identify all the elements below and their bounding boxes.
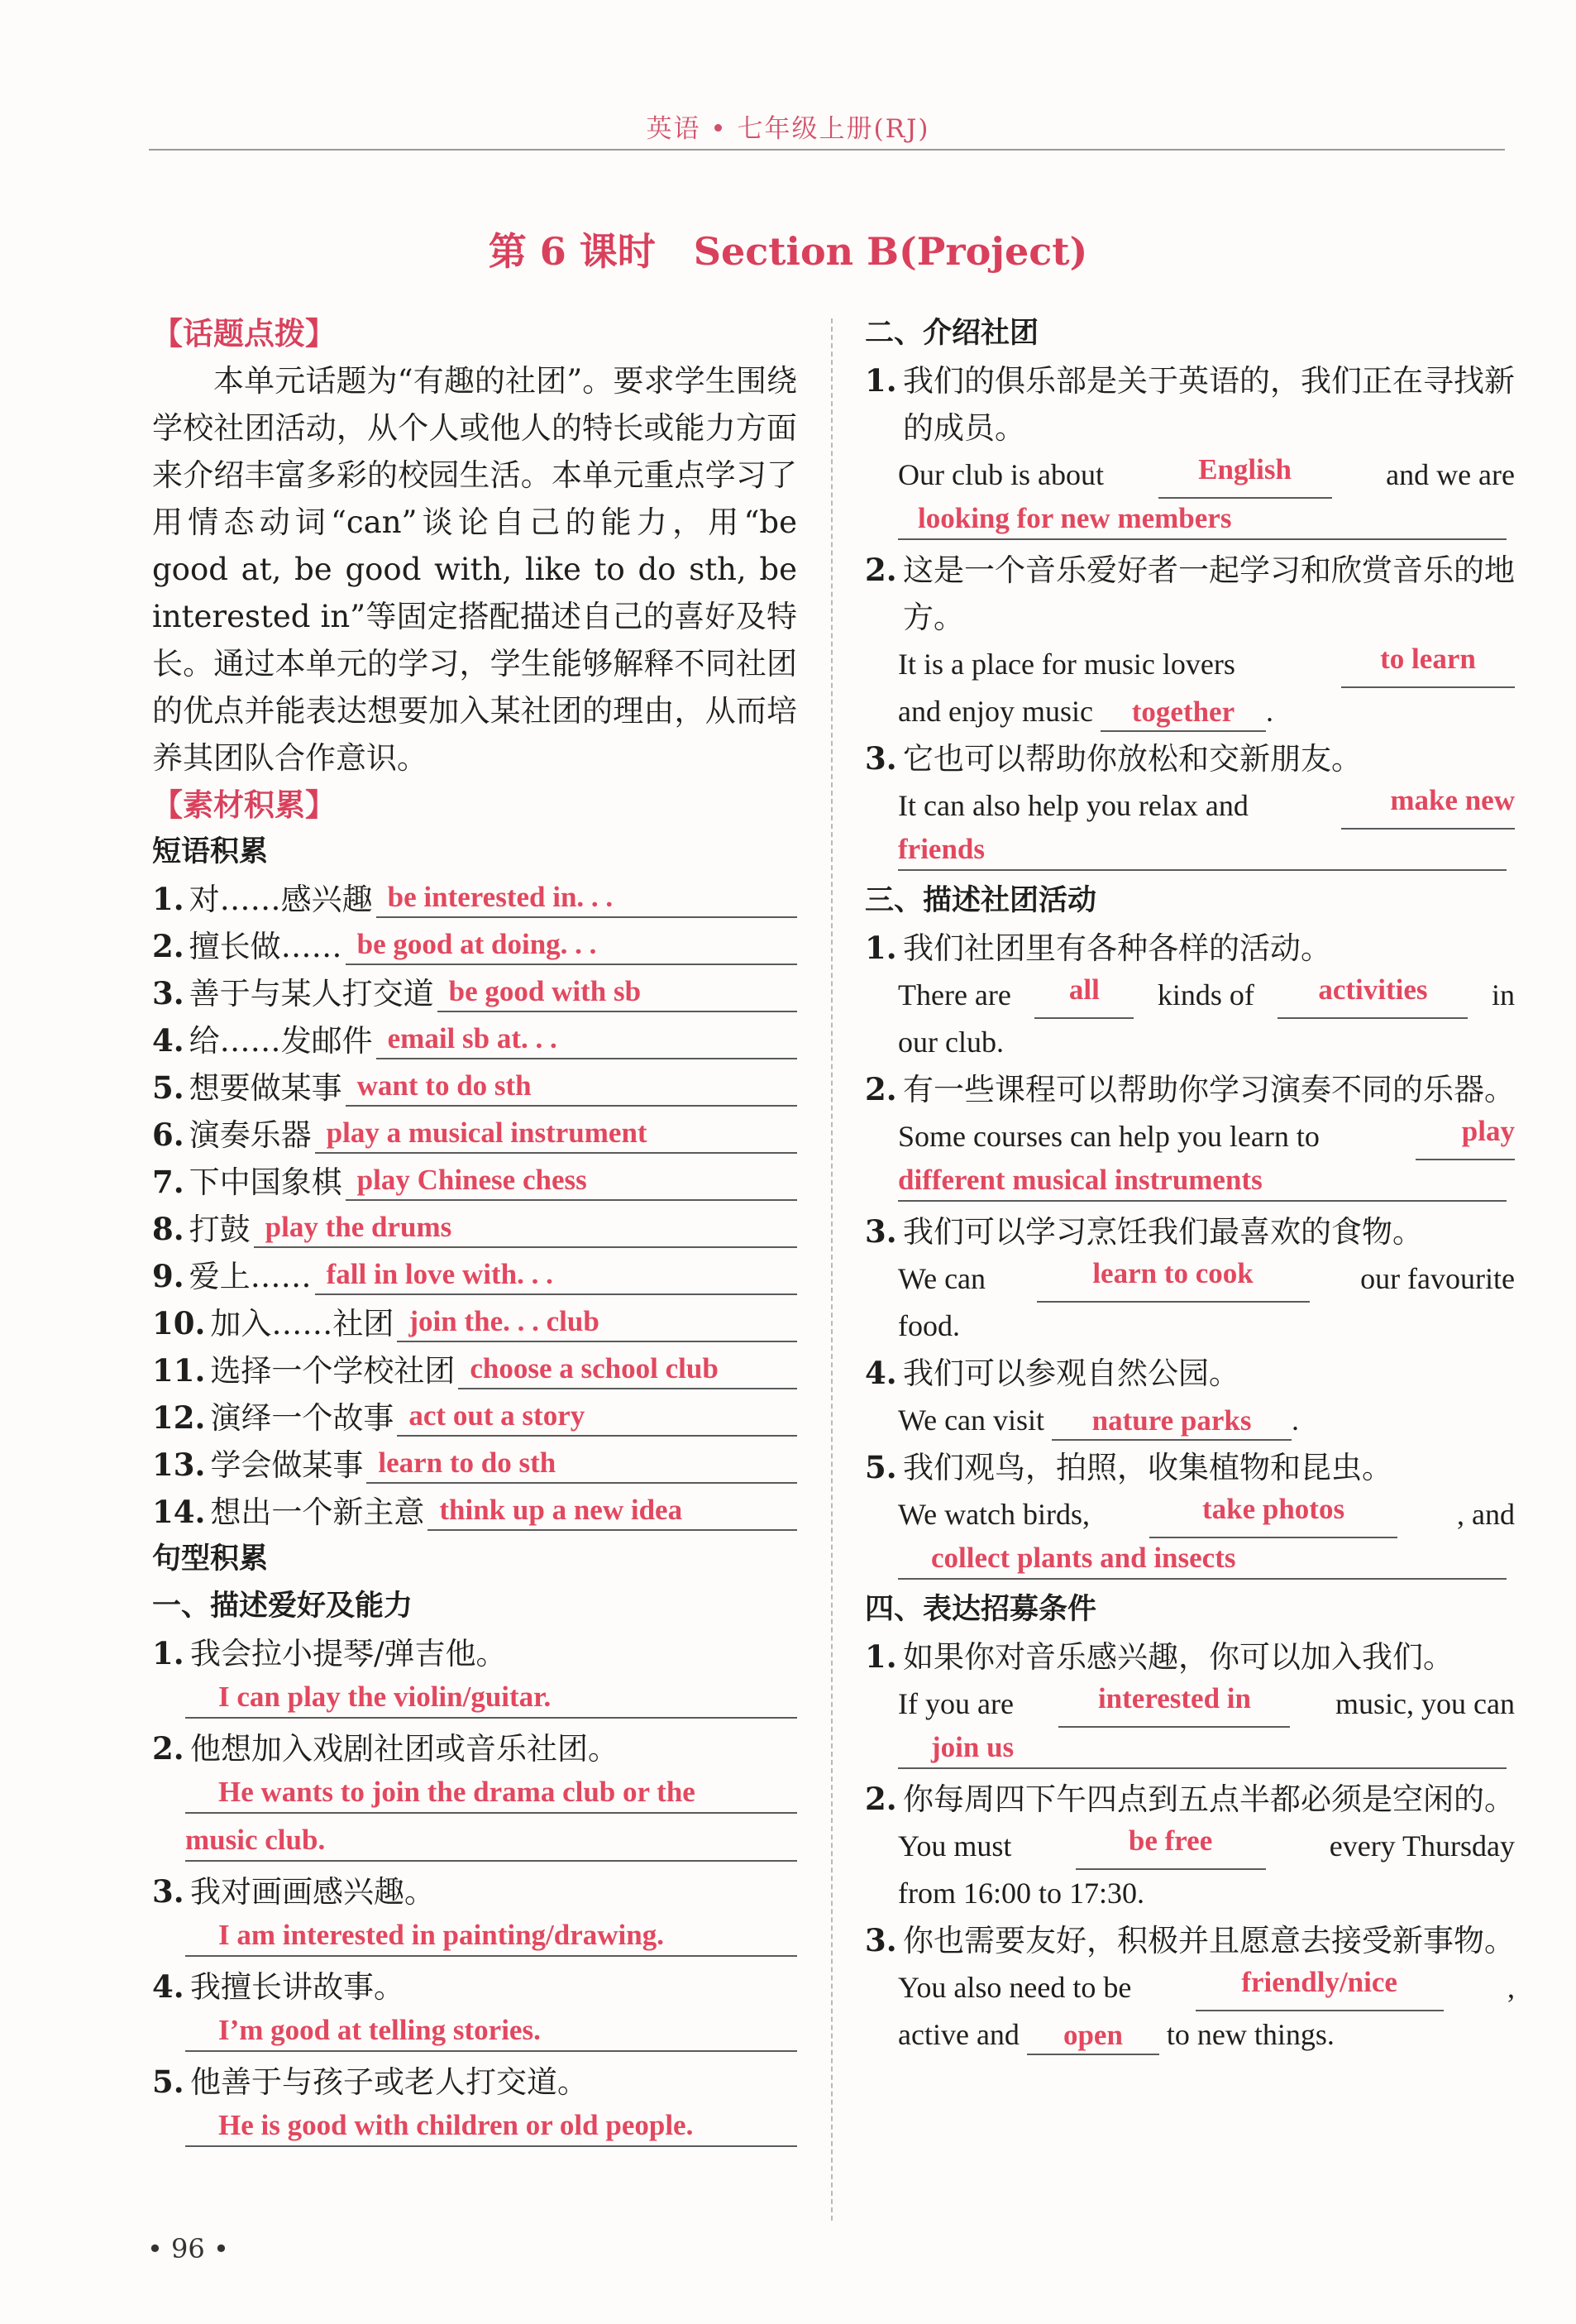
material-tag: 【素材积累】 [152,787,336,823]
phrase-answer: choose a school club [458,1350,797,1389]
s3-3-text-c: our favourite [1360,1262,1515,1295]
sentence-number: 4. [152,1968,184,2005]
s3-1-blank-2: activities [1278,972,1468,1019]
phrase-number: 2. [152,928,184,964]
phrase-number: 10. [152,1305,206,1341]
sentence-answer: music club. [185,1820,797,1862]
s4-3-blank-2: open [1027,2017,1159,2055]
phrase-item [152,1017,797,1064]
phrase-number: 5. [152,1069,184,1106]
s3-2-english-line1 [865,1113,1515,1160]
phrase-number: 3. [152,975,184,1011]
phrase-number: 11. [152,1352,206,1389]
phrase-item [152,1347,797,1394]
phrase-item [152,876,797,923]
s3-3-english-line2: food. [898,1309,960,1342]
s2-1-blank-1: English [1158,452,1332,499]
right-column [865,310,1515,2059]
phrase-item [152,1489,797,1536]
phrases-title: 短语积累 [152,835,269,868]
s3-1-english-line2: our club. [898,1026,1004,1059]
phrase-answer: join the. . . club [397,1303,797,1342]
section2-title: 二、介绍社团 [865,317,1039,350]
phrase-answer: be good at doing. . . [346,925,797,965]
phrase-answer: email sb at. . . [376,1020,797,1059]
s4-2-text-a: You must [898,1829,1012,1863]
phrase-number: 4. [152,1022,184,1059]
phrase-answer: learn to do sth [366,1444,797,1484]
s4-item-3: 3. 你也需要友好，积极并且愿意去接受新事物。 [865,1917,1515,1964]
phrase-number: 14. [152,1494,206,1530]
section4-title: 四、表达招募条件 [865,1593,1097,1626]
phrase-item [152,1442,797,1489]
sentence-answer: I am interested in painting/drawing. [185,1915,797,1957]
s2-item-3: 3. 它也可以帮助你放松和交新朋友。 [865,735,1515,782]
phrase-number: 12. [152,1399,206,1436]
topic-tag: 【话题点拨】 [152,315,336,351]
sentence-item [152,1630,797,1677]
s2-item-2: 2. 这是一个音乐爱好者一起学习和欣赏音乐的地方。 [865,547,1515,641]
sentence-chinese: 他想加入戏剧社团或音乐社团。 [190,1731,618,1767]
phrase-item [152,970,797,1017]
s3-1-blank-1: all [1034,972,1134,1019]
phrase-chinese: 加入……社团 [210,1306,394,1341]
phrase-number: 7. [152,1164,184,1200]
phrase-chinese: 下中国象棋 [189,1164,342,1200]
s4-3-text-c: , [1507,1971,1515,2004]
phrase-answer: play Chinese chess [346,1161,797,1201]
sentence-item [152,1725,797,1772]
s4-2-blank-1: be free [1076,1823,1266,1870]
s2-3-english-line1 [865,782,1515,830]
sentence-number: 2. [152,1730,184,1767]
s4-2-text-c: every Thursday [1329,1829,1515,1863]
s3-2-text-a: Some courses can help you learn to [898,1120,1320,1153]
phrase-item [152,1159,797,1206]
s4-3-blank-1: friendly/nice [1196,1964,1444,2011]
s3-2-blank-1: play [1416,1113,1515,1160]
sentence-answer: He is good with children or old people. [185,2106,797,2147]
phrase-answer: play the drums [254,1208,797,1248]
phrase-chinese: 想要做某事 [189,1070,342,1106]
s2-2-blank-2: together [1101,694,1266,732]
phrase-chinese: 演奏乐器 [189,1117,312,1153]
phrase-item [152,923,797,970]
s2-1-english [865,452,1515,499]
s4-1-blank-2: join us [898,1728,1507,1769]
s3-1-chinese: 我们社团里有各种各样的活动。 [903,930,1331,966]
s3-4-english: We can visit nature parks . [865,1397,1515,1444]
s4-3-english-line2 [865,2011,1515,2059]
s3-5-text-c: , and [1457,1498,1515,1531]
sentence-answer: He wants to join the drama club or the [185,1772,797,1814]
phrase-item [152,1064,797,1112]
sentence-number: 1. [152,1635,184,1671]
phrase-number: 8. [152,1211,184,1247]
phrase-item [152,1300,797,1347]
s3-1-english-line1 [865,972,1515,1019]
s3-4-text-a: We can visit [898,1403,1045,1437]
s3-5-chinese: 我们观鸟，拍照，收集植物和昆虫。 [903,1450,1392,1485]
s3-3-text-a: We can [898,1262,986,1295]
sentence-chinese: 我对画画感兴趣。 [190,1874,435,1910]
s2-3-blank-2: friends [898,830,1507,871]
phrase-item [152,1112,797,1159]
phrase-chinese: 选择一个学校社团 [210,1353,456,1389]
s2-2-chinese: 这是一个音乐爱好者一起学习和欣赏音乐的地方。 [903,552,1515,635]
phrase-answer: want to do sth [346,1067,797,1107]
section1-list [152,1630,797,2147]
s2-1-text-a: Our club is about [898,458,1104,491]
s4-2-chinese: 你每周四下午四点到五点半都必须是空闲的。 [903,1781,1515,1817]
s4-2-english-line1 [865,1823,1515,1870]
s3-5-english-line1 [865,1491,1515,1538]
phrase-chinese: 给……发邮件 [189,1023,373,1059]
section1-title: 一、描述爱好及能力 [152,1590,413,1623]
s3-2-chinese: 有一些课程可以帮助你学习演奏不同的乐器。 [903,1072,1515,1107]
s3-item-4: 4. 我们可以参观自然公园。 [865,1350,1515,1397]
s4-1-blank-1: interested in [1058,1681,1290,1728]
s2-2-text-a: It is a place for music lovers [898,648,1235,681]
s3-4-chinese: 我们可以参观自然公园。 [903,1356,1239,1391]
sentence-item [152,2059,797,2106]
s4-3-text-d: active and [898,2018,1020,2051]
s2-2-blank-1: to learn [1341,641,1515,688]
left-column [152,310,797,2154]
phrase-chinese: 爱上…… [189,1259,312,1294]
phrase-answer: be good with sb [437,973,797,1012]
s2-1-chinese: 我们的俱乐部是关于英语的，我们正在寻找新的成员。 [903,363,1515,446]
sentence-item [152,1868,797,1915]
s3-3-blank-1: learn to cook [1037,1255,1310,1303]
phrase-chinese: 擅长做…… [189,929,342,964]
s2-3-text-a: It can also help you relax and [898,789,1249,822]
s4-2-english-line2: from 16:00 to 17:30. [898,1877,1144,1910]
s2-item-1: 1. 我们的俱乐部是关于英语的，我们正在寻找新的成员。 [865,357,1515,452]
s3-2-blank-2: different musical instruments [898,1160,1507,1202]
phrase-chinese: 学会做某事 [210,1447,364,1483]
s4-3-chinese: 你也需要友好，积极并且愿意去接受新事物。 [903,1923,1515,1958]
phrase-answer: think up a new idea [427,1491,797,1531]
s3-5-text-a: We watch birds, [898,1498,1091,1531]
s2-3-chinese: 它也可以帮助你放松和交新朋友。 [903,741,1362,777]
phrase-answer: act out a story [397,1397,797,1437]
s3-item-2: 2. 有一些课程可以帮助你学习演奏不同的乐器。 [865,1066,1515,1113]
s4-item-1: 1. 如果你对音乐感兴趣，你可以加入我们。 [865,1633,1515,1681]
phrase-number: 6. [152,1117,184,1153]
topic-paragraph: 本单元话题为“有趣的社团”。要求学生围绕学校社团活动，从个人或他人的特长或能力方面来介绍丰富多彩的校园生活。本单元重点学习了用情态动词“can”谈论自己的能力，用“be good at, be good with, like to do sth, be interested in”等固定搭配描述自己的喜好及特长。通过本单元的学习，学生能够解释不同社团的优点并能表达想要加入某社团的理由，从而培养其团队合作意识。 [152,363,797,776]
s3-1-text-a: There are [898,978,1011,1011]
sentence-chinese: 我会拉小提琴/弹吉他。 [190,1636,507,1671]
phrase-chinese: 善于与某人打交道 [189,976,434,1011]
s3-item-5: 5. 我们观鸟，拍照，收集植物和昆虫。 [865,1444,1515,1491]
s4-1-english-line1 [865,1681,1515,1728]
s2-2-english-line2: and enjoy music together . [865,688,1515,735]
sentences-title: 句型积累 [152,1542,269,1576]
sentence-chinese: 我擅长讲故事。 [190,1969,404,2005]
s3-4-blank-1: nature parks [1052,1403,1292,1441]
phrase-list [152,876,797,1536]
phrase-number: 13. [152,1447,206,1483]
page-number: • 96 • [147,2233,229,2264]
s3-5-blank-2: collect plants and insects [898,1538,1507,1580]
s4-1-chinese: 如果你对音乐感兴趣，你可以加入我们。 [903,1639,1454,1675]
phrase-number: 9. [152,1258,184,1294]
phrase-answer: be interested in. . . [376,878,797,918]
phrase-item [152,1253,797,1300]
s4-1-text-c: music, you can [1335,1687,1515,1720]
phrase-answer: play a musical instrument [315,1114,797,1154]
sentence-answer: I can play the violin/guitar. [185,1677,797,1719]
s2-1-text-c: and we are [1386,458,1515,491]
header-rule [149,149,1505,151]
s4-3-text-a: You also need to be [898,1971,1132,2004]
phrase-item [152,1394,797,1442]
s4-3-english-line1 [865,1964,1515,2011]
s3-1-text-c: kinds of [1157,978,1254,1011]
running-header: 英语 • 七年级上册(RJ) [646,114,930,144]
sentence-chinese: 他善于与孩子或老人打交道。 [190,2064,588,2100]
phrase-chinese: 对……感兴趣 [189,882,373,917]
phrase-chinese: 想出一个新主意 [210,1494,425,1530]
s2-1-blank-2: looking for new members [898,499,1507,540]
column-divider [831,318,833,2221]
phrase-item [152,1206,797,1253]
s2-3-blank-1: make new [1341,782,1515,830]
s3-item-3: 3. 我们可以学习烹饪我们最喜欢的食物。 [865,1208,1515,1255]
s2-2-english-line1 [865,641,1515,688]
phrase-chinese: 演绎一个故事 [210,1400,394,1436]
sentence-item [152,1963,797,2011]
s3-5-blank-1: take photos [1149,1491,1397,1538]
sentence-number: 5. [152,2063,184,2100]
section3-title: 三、描述社团活动 [865,884,1097,917]
phrase-answer: fall in love with. . . [315,1255,797,1295]
s4-1-text-a: If you are [898,1687,1014,1720]
s4-item-2: 2. 你每周四下午四点到五点半都必须是空闲的。 [865,1776,1515,1823]
phrase-chinese: 打鼓 [189,1212,251,1247]
s3-3-english-line1 [865,1255,1515,1303]
lesson-title: 第 6 课时 Section B(Project) [488,229,1088,274]
s3-item-1: 1. 我们社团里有各种各样的活动。 [865,925,1515,972]
sentence-number: 3. [152,1873,184,1910]
s3-1-text-d: in [1491,978,1515,1011]
s2-2-text-c: and enjoy music [898,695,1093,728]
phrase-number: 1. [152,881,184,917]
sentence-answer: I’m good at telling stories. [185,2011,797,2052]
s3-3-chinese: 我们可以学习烹饪我们最喜欢的食物。 [903,1214,1423,1250]
s4-3-text-e: to new things. [1166,2018,1335,2051]
